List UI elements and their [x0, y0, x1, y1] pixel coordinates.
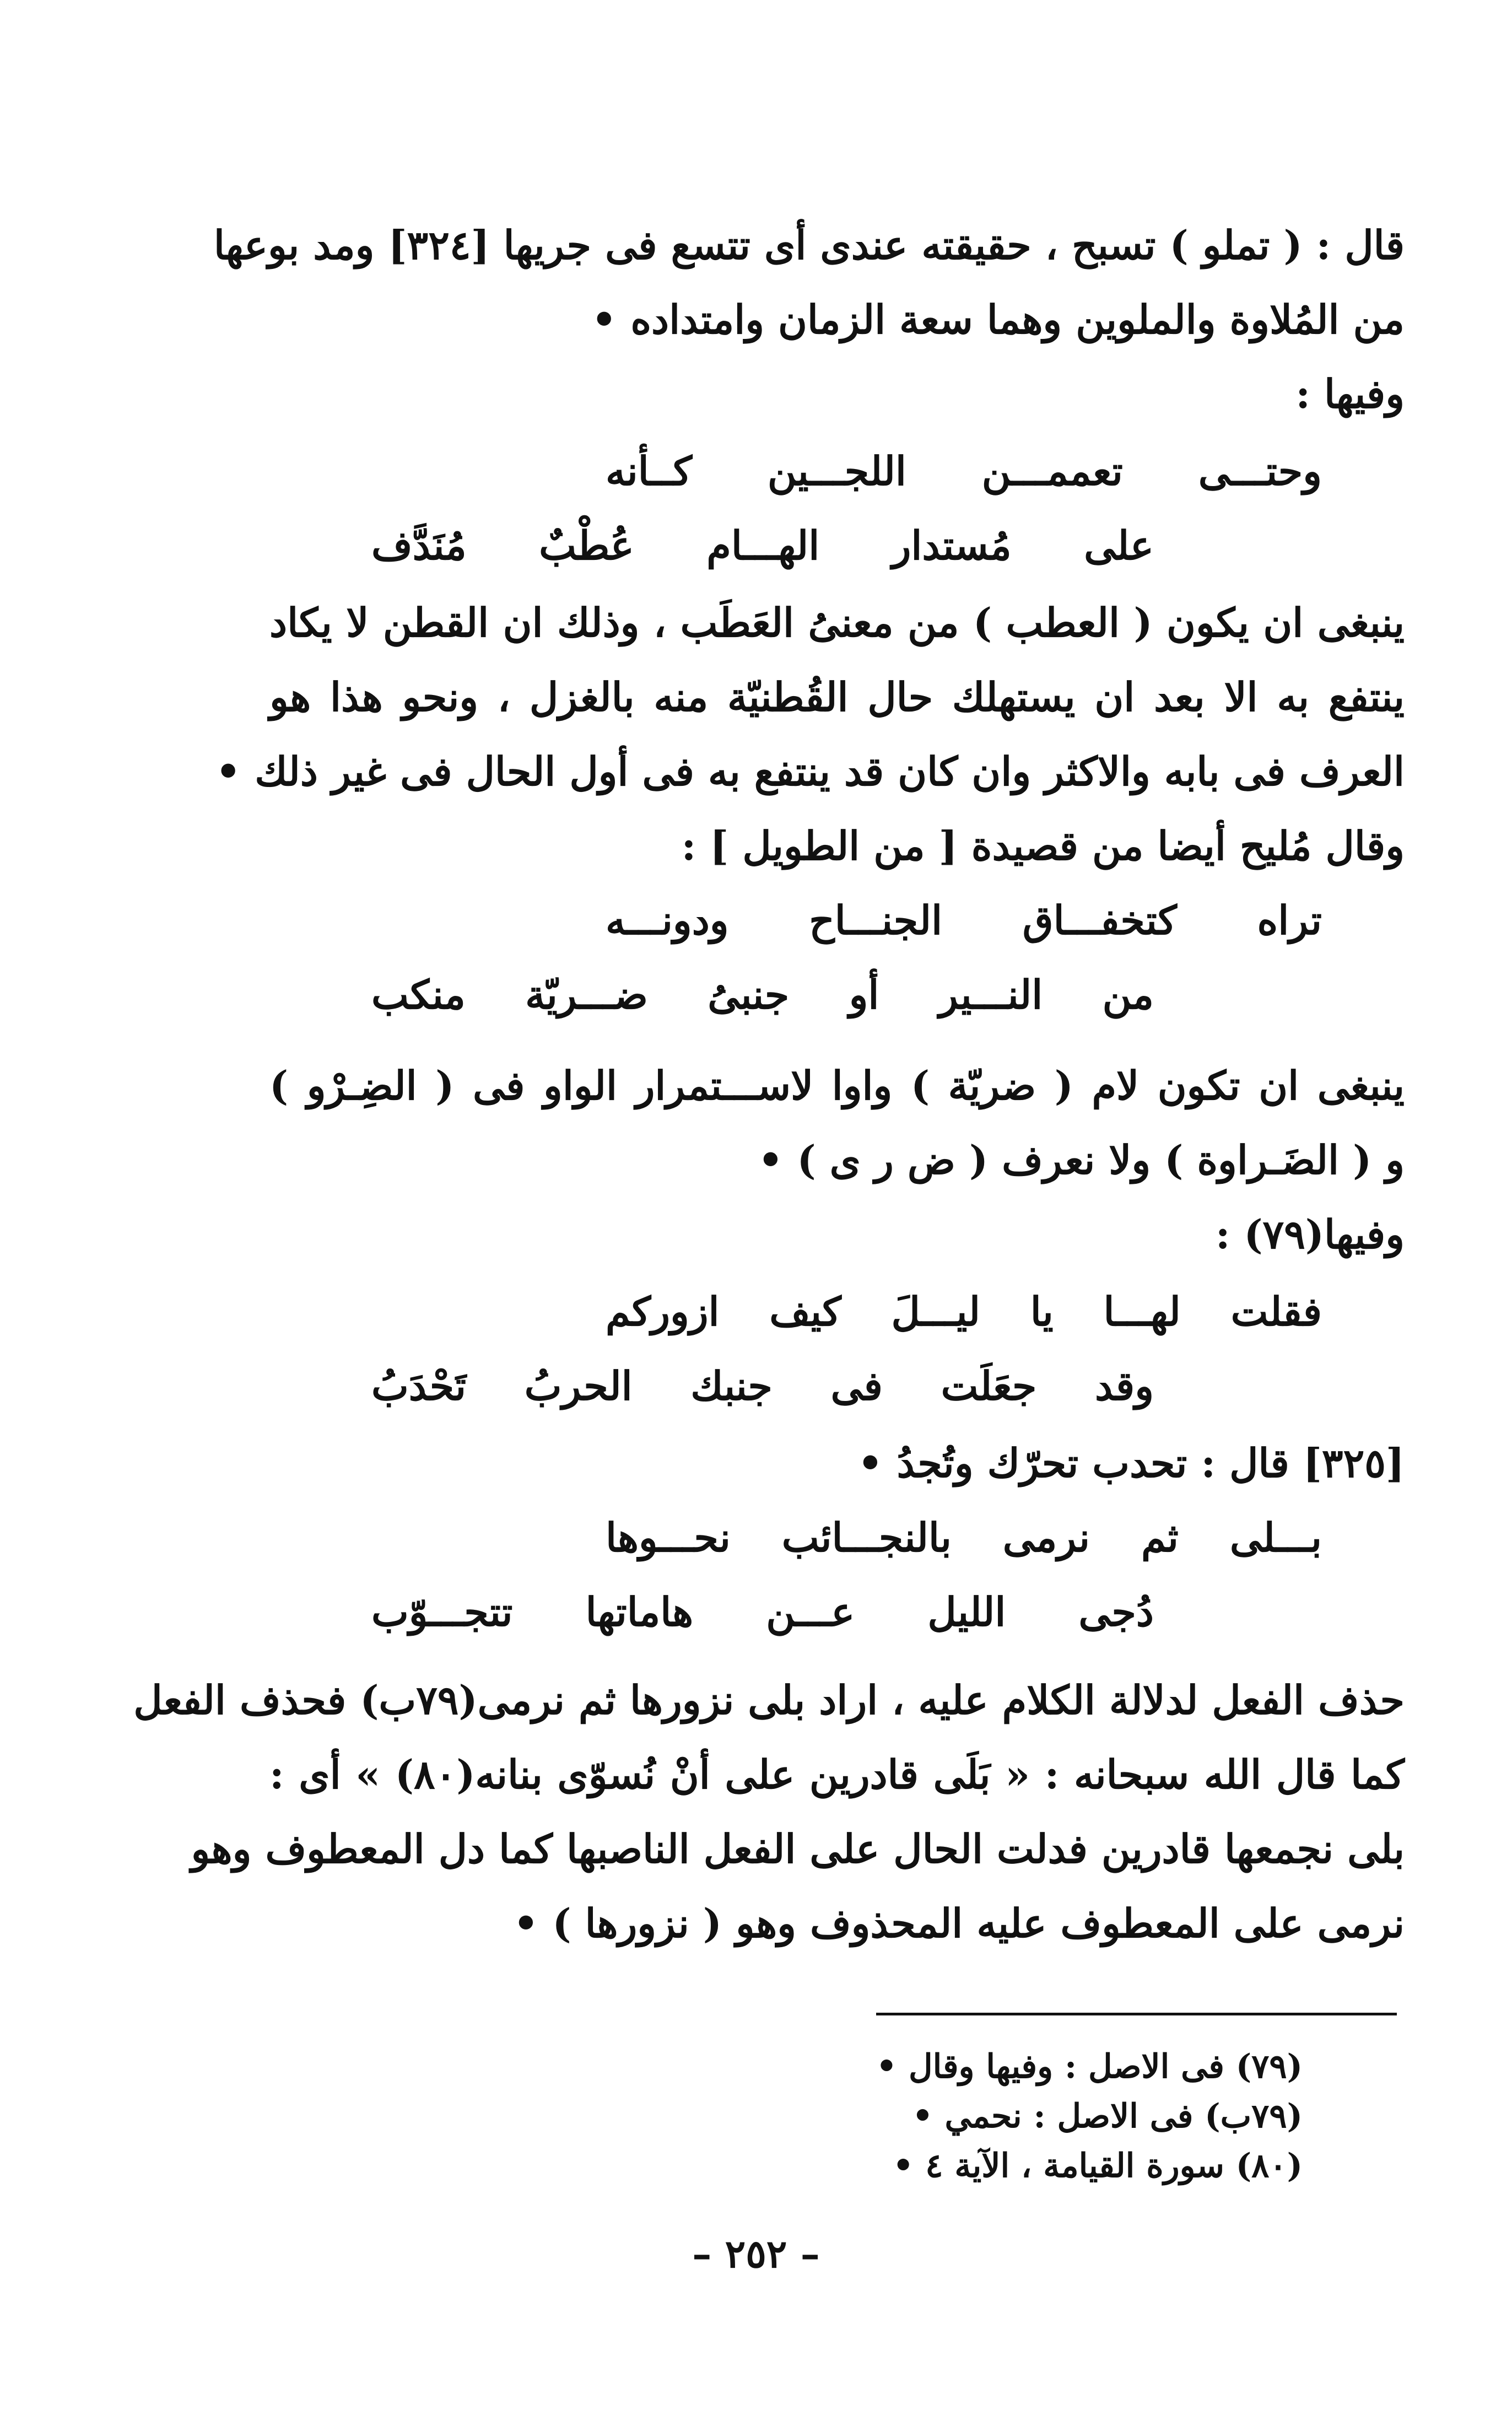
verse-second-hemistich: من النـــير أو جنبىُ ضـــريّة منكب: [371, 971, 1154, 1018]
body-line: حذف الفعل لدلالة الكلام عليه ، اراد بلى نزورها ثم نرمى(٧٩ب) فحذف الفعل: [133, 1677, 1405, 1723]
body-line: قال : ( تملو ) تسبح ، حقيقته عندى أى تتسع فى جريها [٣٢٤] ومد بوعها: [213, 222, 1405, 268]
body-line: من المُلاوة والملوين وهما سعة الزمان وامتداده •: [591, 296, 1405, 343]
body-line: نرمى على المعطوف عليه المحذوف وهو ( نزورها ) •: [513, 1900, 1405, 1947]
verse-first-hemistich: تراه كتخفـــاق الجنـــاح ودونـــه: [606, 897, 1322, 944]
body-line: بلى نجمعها قادرين فدلت الحال على الفعل الناصبها كما دل المعطوف وهو: [191, 1825, 1405, 1872]
body-line: العرف فى بابه والاكثر وان كان قد ينتفع به فى أول الحال فى غير ذلك •: [215, 748, 1405, 795]
body-line: ينبغى ان يكون ( العطب ) من معنىُ العَطَب ، وذلك ان القطن لا يكاد: [269, 599, 1405, 646]
body-line: [٣٢٥] قال : تحدب تحرّك وتُجدُ •: [857, 1440, 1405, 1486]
verse-second-hemistich: على مُستدار الهـــام عُطْبٌ مُنَدَّف: [371, 522, 1154, 569]
footnote: (٨٠) سورة القيامة ، الآية ٤ •: [893, 2147, 1303, 2185]
body-line: وقال مُليح أيضا من قصيدة [ من الطويل ] :: [681, 822, 1405, 869]
body-line: و ( الضَـراوة ) ولا نعرف ( ض ر ى ) •: [758, 1136, 1405, 1183]
verse-first-hemistich: بـــلى ثم نرمى بالنجـــائب نحـــوها: [606, 1514, 1322, 1561]
verse-second-hemistich: وقد جعَلَت فى جنبك الحربُ تَحْدَبُ: [371, 1362, 1154, 1409]
body-line: ينتفع به الا بعد ان يستهلك حال القُطنيّة منه بالغزل ، ونحو هذا هو: [269, 673, 1405, 720]
verse-first-hemistich: وحتـــى تعممـــن اللجـــين كــأنه: [606, 448, 1322, 494]
body-line: ينبغى ان تكون لام ( ضريّة ) واوا لاســـتمرار الواو فى ( الضِـرْو ): [269, 1062, 1405, 1109]
footnote: (٧٩ب) فى الاصل : نحمي •: [912, 2097, 1303, 2136]
body-line: وفيها(٧٩) :: [1215, 1211, 1405, 1258]
footnote: (٧٩) فى الاصل : وفيها وقال •: [876, 2047, 1303, 2086]
footnote-separator: [876, 2013, 1397, 2015]
body-line: كما قال الله سبحانه : « بَلَى قادرين على أنْ نُسوّى بنانه(٨٠) » أى :: [269, 1751, 1405, 1798]
verse-second-hemistich: دُجى الليل عـــن هاماتها تتجـــوّب: [371, 1588, 1154, 1635]
page-number: – ٢٥٢ –: [692, 2231, 820, 2277]
verse-first-hemistich: فقلت لهـــا يا ليـــلَ كيف ازوركم: [606, 1288, 1322, 1335]
body-line: وفيها :: [1295, 370, 1405, 417]
